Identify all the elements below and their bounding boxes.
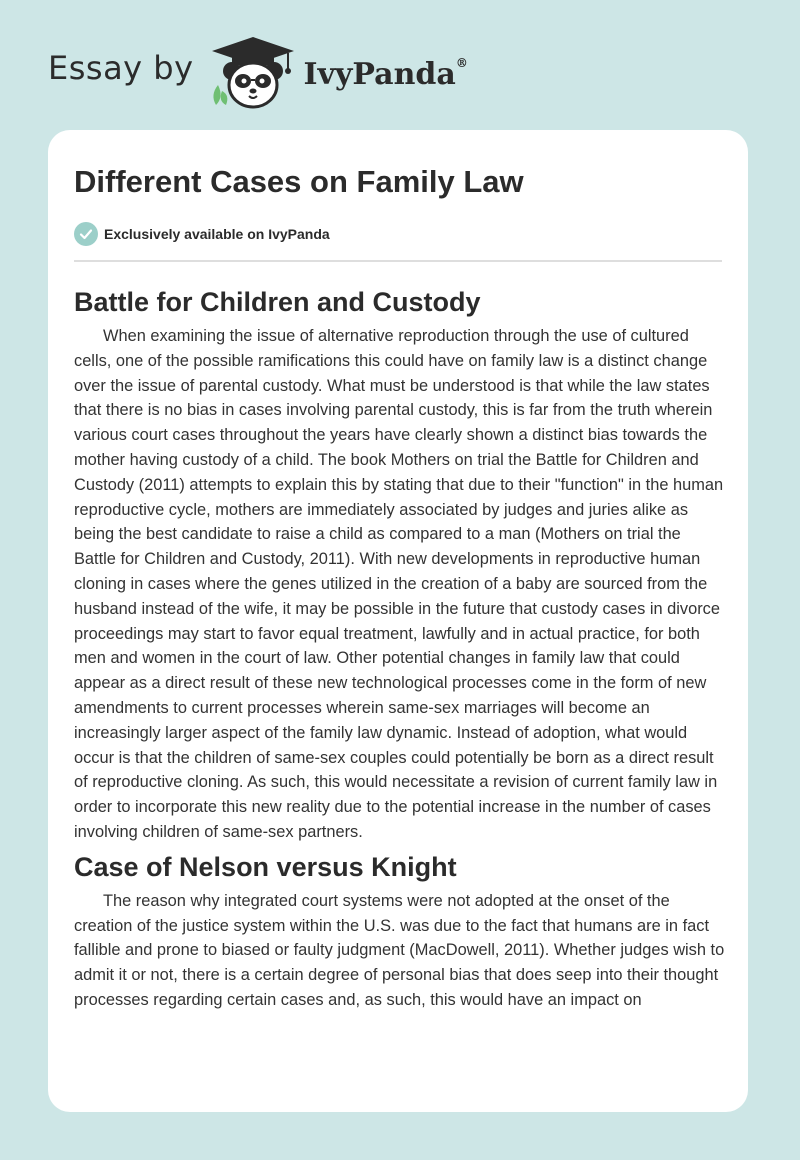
paragraph: When examining the issue of alternative reproduction through the use of cultured cells, one of the possible ramifications this could have on family law is a distinct change over the issue of parental custody. What must be understood is that while the law states that there is no bias in cases involving parental custody, this is far from the truth wherein various court cases throughout the years have clearly shown a distinct bias towards the mother having custody of a child. The book Mothers on trial the Battle for Children and Custody (2011) attempts to explain this by stating that due to their "function" in the human reproductive cycle, mothers are immediately associated by judges and juries alike as being the best candidate to raise a child as compared to a man (Mothers on trial the Battle for Children and Custody, 2011). With new developments in reproductive human cloning in cases where the genes utilized in the creation of a baby are sourced from the husband instead of the wife, it may be possible in the future that custody cases in divorce proceedings may start to favor equal treatment, lawfully and in actual practice, for both men and women in the court of law. Other potential changes in family law that could appear as a direct result of these new technological processes come in the form of new amendments to current processes wherein same-sex marriages will become an increasingly larger aspect of the family law dynamic. Instead of adoption, what would occur is that the children of same-sex couples could potentially be born as a direct result of reproductive cloning. As such, this would necessitate a revision of current family law in order to incorporate this new reality due to the potential increase in the number of cases involving children of same-sex partners. xyxy=(74,327,724,841)
brand-prefix: Essay by xyxy=(48,49,194,87)
paragraph: The reason why integrated court systems were not adopted at the onset of the creation of the justice system within the U.S. was due to the fact that humans are in fact fallible and prone to biased or faulty judgment (MacDowell, 2011). Whether judges wish to admit it or not, there is a certain degree of personal bias that does seep into their thought processes regarding certain cases and, as such, this would have an impact on xyxy=(74,891,725,1009)
essay-card xyxy=(48,130,748,1112)
essay-body xyxy=(74,280,726,1013)
section-heading: Battle for Children and Custody xyxy=(74,287,481,317)
check-icon xyxy=(74,222,98,246)
exclusive-label: Exclusively available on IvyPanda xyxy=(104,226,330,242)
brand-header xyxy=(48,32,468,112)
brand-name[interactable]: IvyPanda® xyxy=(303,55,468,92)
divider xyxy=(74,260,722,262)
registered-mark: ® xyxy=(455,55,468,70)
panda-graduate-icon[interactable] xyxy=(208,33,298,111)
exclusive-badge xyxy=(74,222,330,246)
page-title: Different Cases on Family Law xyxy=(74,164,524,199)
section-heading: Case of Nelson versus Knight xyxy=(74,851,457,882)
